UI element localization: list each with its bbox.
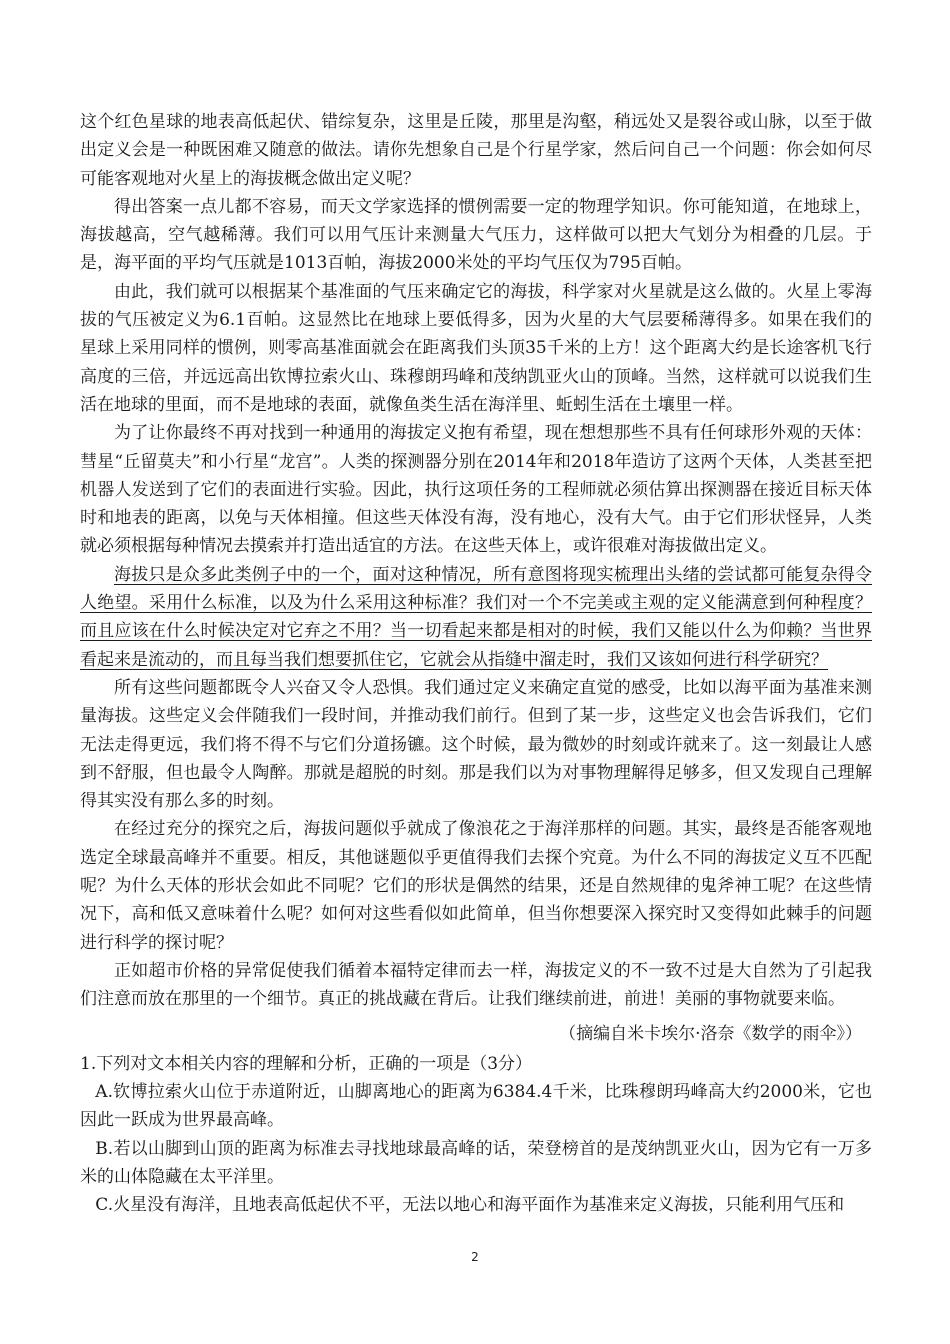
- reading-passage: [80, 108, 872, 1220]
- option-a: A.钦博拉索火山位于赤道附近，山脚离地心的距离为6384.4千米，比珠穆朗玛峰高大约2000米，它也因此一跃成为世界最高峰。: [80, 1082, 872, 1131]
- paragraph-3: 为了让你最终不再对找到一种通用的海拔定义抱有希望，现在想想那些不具有任何球形外观的天体：彗星“丘留莫夫”和小行星“龙宫”。人类的探测器分别在2014年和2018年造访了这两个天体，人类甚至把机器人发送到了它们的表面进行实验。因此，执行这项任务的工程师就必须估算出探测器在接近目标天体时和地表的距离，以免与天体相撞。但这些天体没有海，没有地心，没有大气。由于它们形状怪异，人类就必须根据每种情况去摸索并打造出适宜的方法。在这些天体上，或许很难对海拔做出定义。: [80, 423, 872, 557]
- underlined-text: 海拔只是众多此类例子中的一个，面对这种情况，所有意图将现实梳理出头绪的尝试都可能复杂得令人绝望。采用什么标准，以及为什么采用这种标准？我们对一个不完美或主观的定义能满意到何种程度？而且应该在什么时候决定对它弃之不用？当一切看起来都是相对的时候，我们又能以什么为仰赖？当世界看起来是流动的，而且每当我们想要抓住它，它就会从指缝中溜走时，我们又该如何进行科学研究？: [80, 564, 872, 670]
- paragraph-6: 在经过充分的探究之后，海拔问题似乎就成了像浪花之于海洋那样的问题。其实，最终是否能客观地选定全球最高峰并不重要。相反，其他谜题似乎更值得我们去探个究竟。为什么不同的海拔定义互不匹配呢？为什么天体的形状会如此不同呢？它们的形状是偶然的结果，还是自然规律的鬼斧神工呢？在这些情况下，高和低又意味着什么呢？如何对这些看似如此简单，但当你想要深入探究时又变得如此棘手的问题进行科学的探讨呢？: [80, 819, 872, 953]
- option-b: B.若以山脚到山顶的距离为标准去寻找地球最高峰的话，荣登榜首的是茂纳凯亚火山，因为它有一万多米的山体隐藏在太平洋里。: [80, 1138, 872, 1187]
- paragraph-5: 所有这些问题都既令人兴奋又令人恐惧。我们通过定义来确定直觉的感受，比如以海平面为基准来测量海拔。这些定义会伴随我们一段时间，并推动我们前行。但到了某一步，这些定义也会告诉我们，它们无法走得更远，我们将不得不与它们分道扬镳。这个时候，最为微妙的时刻或许就来了。这一刻最让人感到不舒服，但也最令人陶醉。那就是超脱的时刻。那是我们以为对事物理解得足够多，但又发现自己理解得其实没有那么多的时刻。: [80, 677, 872, 812]
- paragraph-1: 得出答案一点儿都不容易，而天文学家选择的惯例需要一定的物理学知识。你可能知道，在地球上，海拔越高，空气越稀薄。我们可以用气压计来测量大气压力，这样做可以把大气划分为相叠的几层。于是，海平面的平均气压就是1013百帕，海拔2000米处的平均气压仅为795百帕。: [80, 196, 872, 274]
- option-c: C.火星没有海洋，且地表高低起伏不平，无法以地心和海平面作为基准来定义海拔，只能利用气压和: [95, 1195, 845, 1216]
- paragraph-2: 由此，我们就可以根据某个基准面的气压来确定它的海拔，科学家对火星就是这么做的。火星上零海拔的气压被定义为6.1百帕。这显然比在地球上要低得多，因为火星的大气层要稀薄得多。如果在我们的星球上采用同样的惯例，则零高基准面就会在距离我们头顶35千米的上方！这个距离大约是长途客机飞行高度的三倍，并远远高出钦博拉索火山、珠穆朗玛峰和茂纳凯亚火山的顶峰。当然，这样就可以说我们生活在地球的里面，而不是地球的表面，就像鱼类生活在海洋里、蚯蚓生活在土壤里一样。: [80, 281, 872, 415]
- page-number: 2: [471, 1250, 479, 1264]
- question-1: [80, 1050, 872, 1220]
- paragraph-7: 正如超市价格的异常促使我们循着本福特定律而去一样，海拔定义的不一致不过是大自然为了引起我们注意而放在那里的一个细节。真正的挑战藏在背后。让我们继续前进，前进！美丽的事物就要来临。: [80, 960, 872, 1010]
- question-1-title: 1.下列对文本相关内容的理解和分析，正确的一项是（3分）: [80, 1053, 533, 1074]
- paragraph-4-underlined: [80, 561, 872, 674]
- source-citation: （摘编自米卡埃尔·洛奈《数学的雨伞》）: [559, 1023, 862, 1044]
- paragraph-0: 这个红色星球的地表高低起伏、错综复杂，这里是丘陵，那里是沟壑，稍远处又是裂谷或山脉，以至于做出定义会是一种既困难又随意的做法。请你先想象自己是个行星学家，然后问自己一个问题：你会如何尽可能客观地对火星上的海拔概念做出定义呢？: [80, 112, 872, 189]
